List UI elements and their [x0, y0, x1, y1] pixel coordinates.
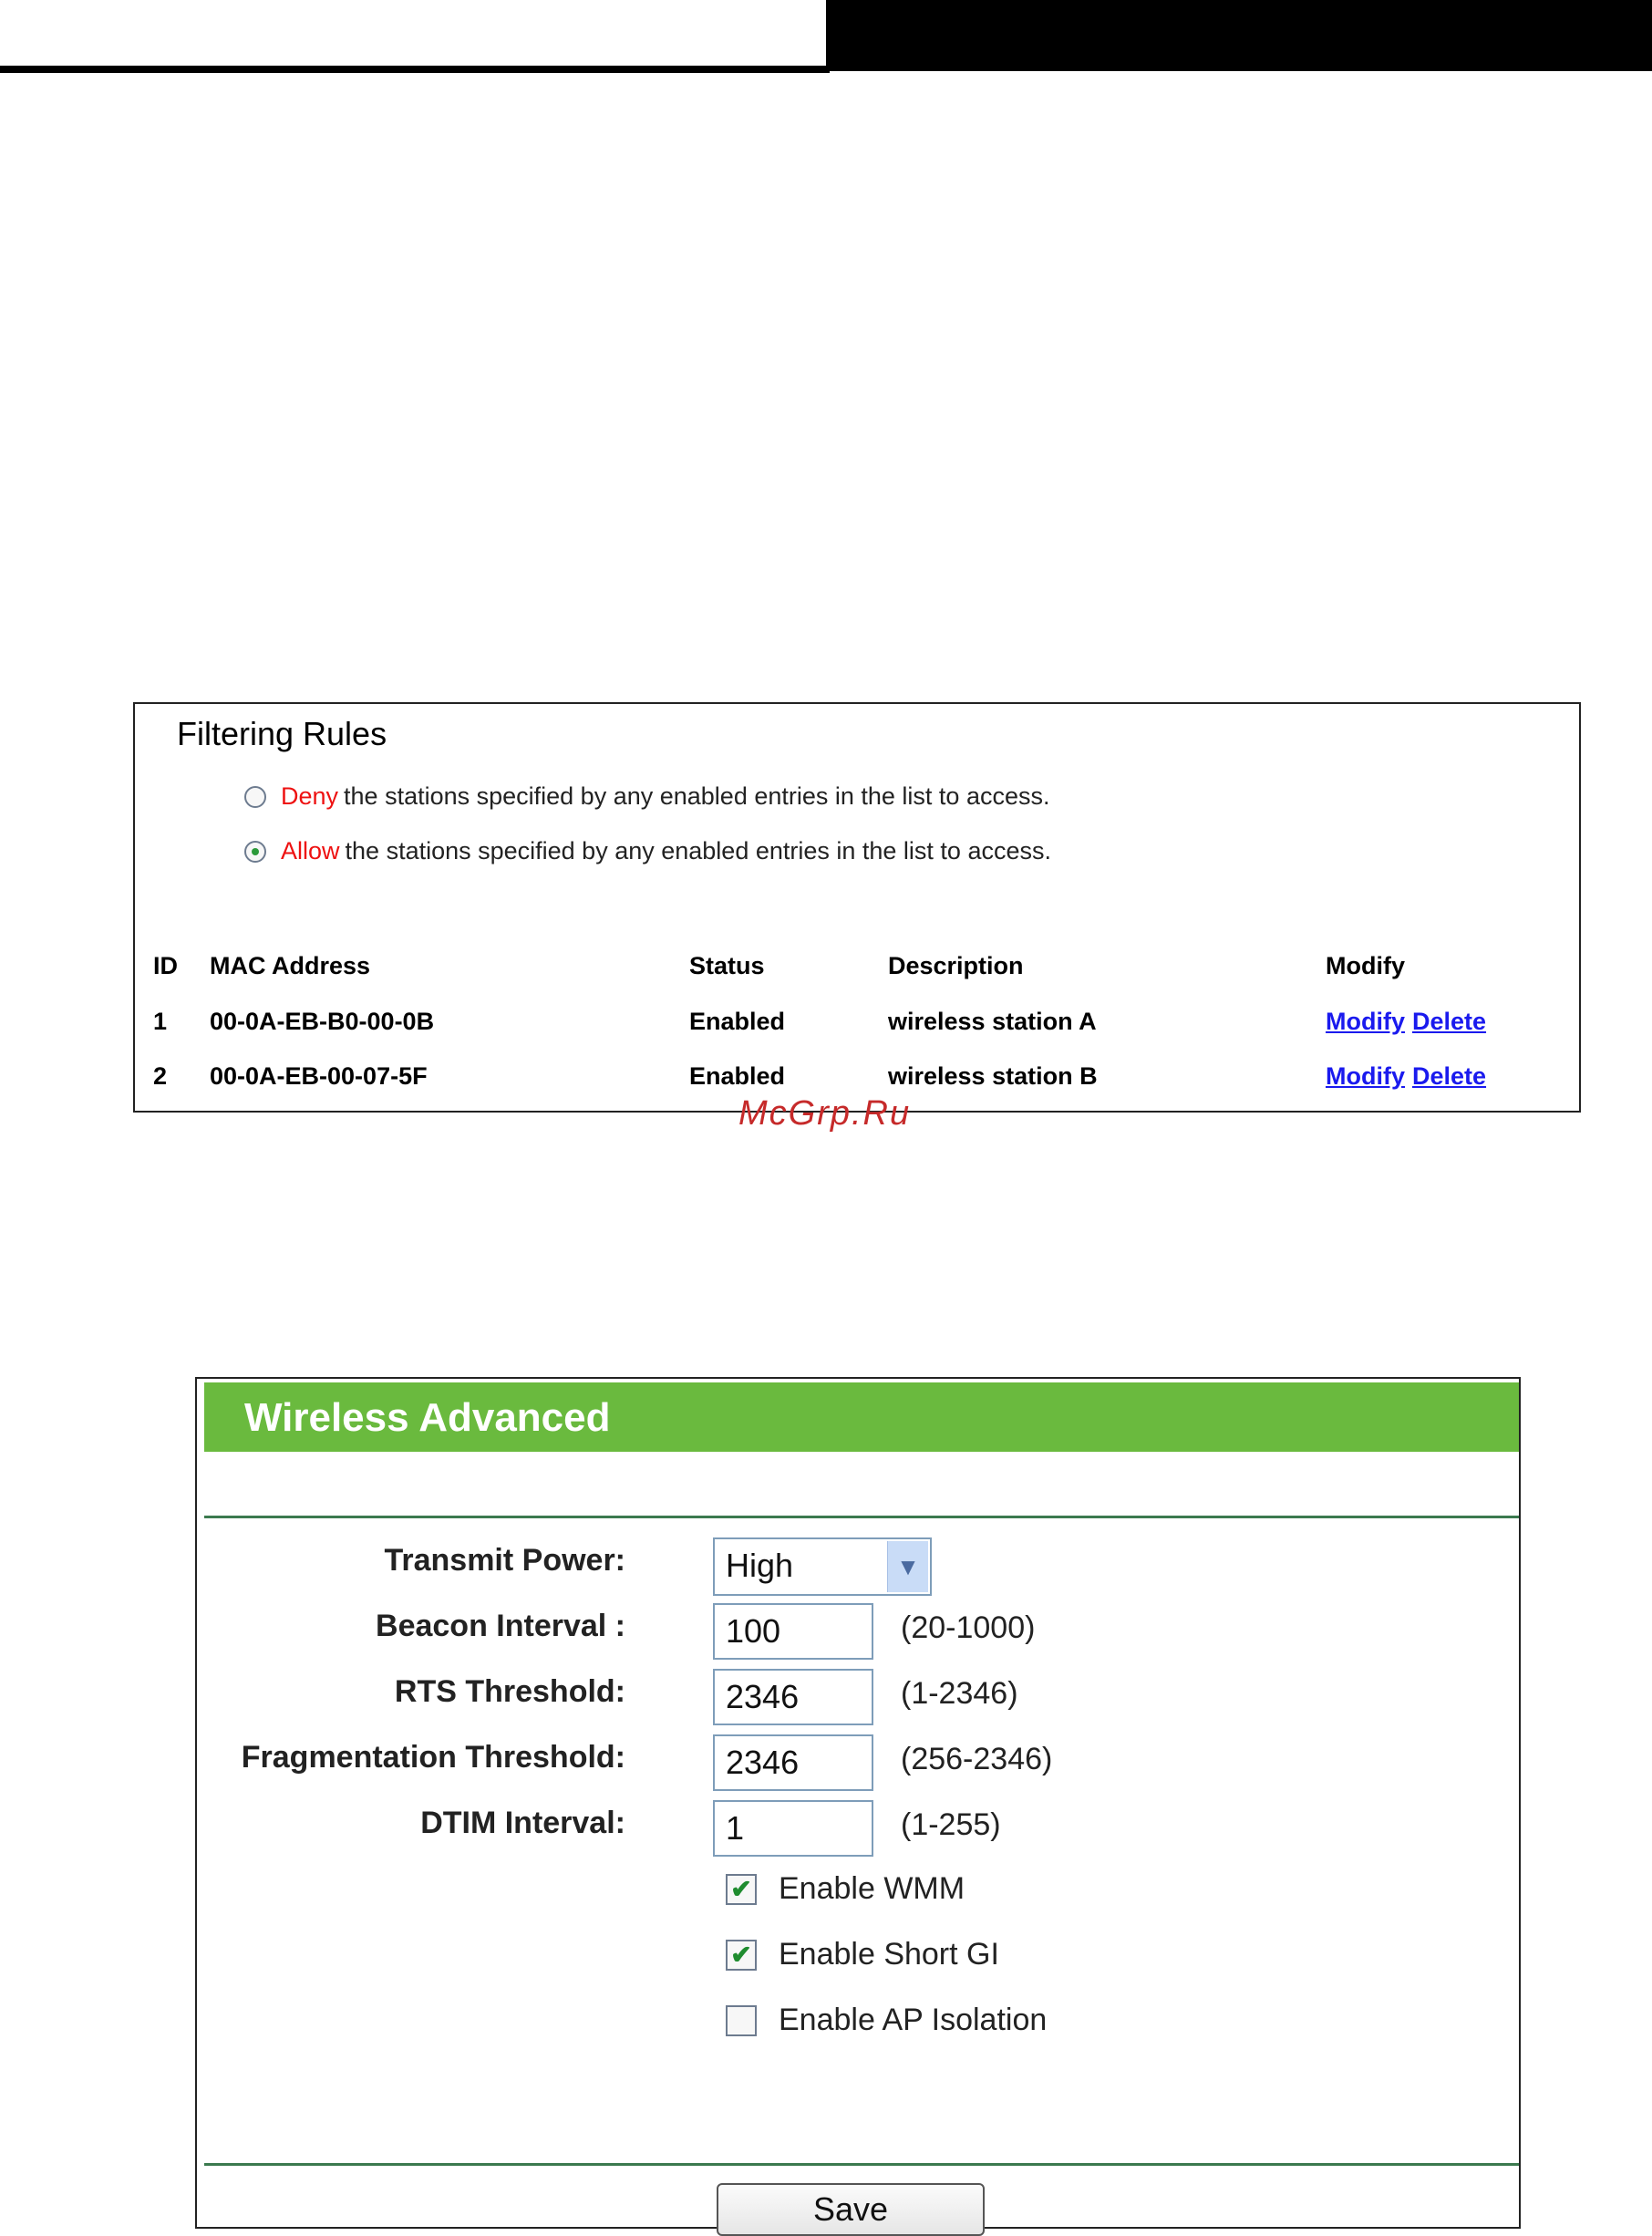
fragmentation-threshold-input[interactable]: 2346 [713, 1734, 873, 1791]
deny-rule-option[interactable] [244, 782, 1049, 811]
allow-rule-text: the stations specified by any enabled entries in the list to access. [345, 837, 1051, 864]
transmit-power-select[interactable] [713, 1537, 932, 1596]
enable-ap-isolation-label: Enable AP Isolation [779, 2003, 1048, 2037]
wireless-advanced-header [204, 1382, 1519, 1452]
wireless-advanced-panel [195, 1377, 1521, 2229]
transmit-power-label: Transmit Power: [384, 1543, 625, 1578]
watermark: McGrp.Ru [738, 1094, 912, 1133]
enable-short-gi-checkbox[interactable]: ✔ [726, 1940, 757, 1971]
deny-rule-text: the stations specified by any enabled entries in the list to access. [344, 782, 1050, 810]
col-id: ID [153, 952, 178, 979]
delete-link[interactable]: Delete [1412, 1008, 1487, 1035]
beacon-interval-input[interactable]: 100 [713, 1603, 873, 1660]
fragmentation-threshold-range: (256-2346) [901, 1742, 1053, 1776]
enable-short-gi-label: Enable Short GI [779, 1937, 999, 1972]
col-status: Status [689, 952, 765, 979]
divider [204, 1516, 1519, 1518]
enable-wmm-option[interactable] [726, 1871, 965, 1907]
filtering-rules-title: Filtering Rules [177, 715, 387, 752]
enable-wmm-label: Enable WMM [779, 1871, 965, 1906]
header-black-block [826, 0, 1652, 71]
transmit-power-value: High [726, 1547, 794, 1584]
deny-keyword: Deny [281, 782, 339, 810]
header-rule [0, 66, 830, 73]
row-description: wireless station A [888, 1008, 1097, 1035]
enable-ap-isolation-option[interactable] [726, 2003, 1047, 2038]
enable-wmm-checkbox[interactable]: ✔ [726, 1874, 757, 1905]
delete-link[interactable]: Delete [1412, 1062, 1487, 1090]
dtim-interval-range: (1-255) [901, 1807, 1001, 1842]
row-mac: 00-0A-EB-00-07-5F [210, 1062, 428, 1090]
row-actions [1326, 1008, 1486, 1036]
col-description: Description [888, 952, 1024, 979]
row-id: 2 [153, 1062, 168, 1090]
rts-threshold-range: (1-2346) [901, 1676, 1018, 1711]
enable-short-gi-option[interactable] [726, 1937, 999, 1972]
allow-radio[interactable] [244, 841, 266, 863]
dtim-interval-label: DTIM Interval: [420, 1806, 625, 1840]
divider [204, 2163, 1519, 2166]
beacon-interval-range: (20-1000) [901, 1610, 1036, 1645]
deny-radio[interactable] [244, 786, 266, 808]
chevron-down-icon[interactable]: ▼ [887, 1541, 928, 1592]
row-id: 1 [153, 1008, 168, 1035]
row-description: wireless station B [888, 1062, 1098, 1090]
page-title: Wireless Advanced [244, 1395, 611, 1440]
dtim-interval-input[interactable]: 1 [713, 1800, 873, 1857]
rts-threshold-label: RTS Threshold: [394, 1674, 625, 1709]
allow-rule-option[interactable] [244, 837, 1051, 865]
enable-ap-isolation-checkbox[interactable] [726, 2005, 757, 2036]
filtering-rules-panel [133, 702, 1581, 1113]
fragmentation-threshold-label: Fragmentation Threshold: [241, 1740, 625, 1775]
save-button[interactable]: Save [717, 2183, 985, 2236]
col-modify: Modify [1326, 952, 1405, 979]
row-status: Enabled [689, 1062, 786, 1090]
beacon-interval-label: Beacon Interval : [376, 1609, 625, 1643]
modify-link[interactable]: Modify [1326, 1062, 1405, 1090]
row-mac: 00-0A-EB-B0-00-0B [210, 1008, 435, 1035]
rts-threshold-input[interactable]: 2346 [713, 1669, 873, 1725]
allow-keyword: Allow [281, 837, 340, 864]
col-mac: MAC Address [210, 952, 371, 979]
row-status: Enabled [689, 1008, 786, 1035]
modify-link[interactable]: Modify [1326, 1008, 1405, 1035]
row-actions [1326, 1062, 1486, 1091]
